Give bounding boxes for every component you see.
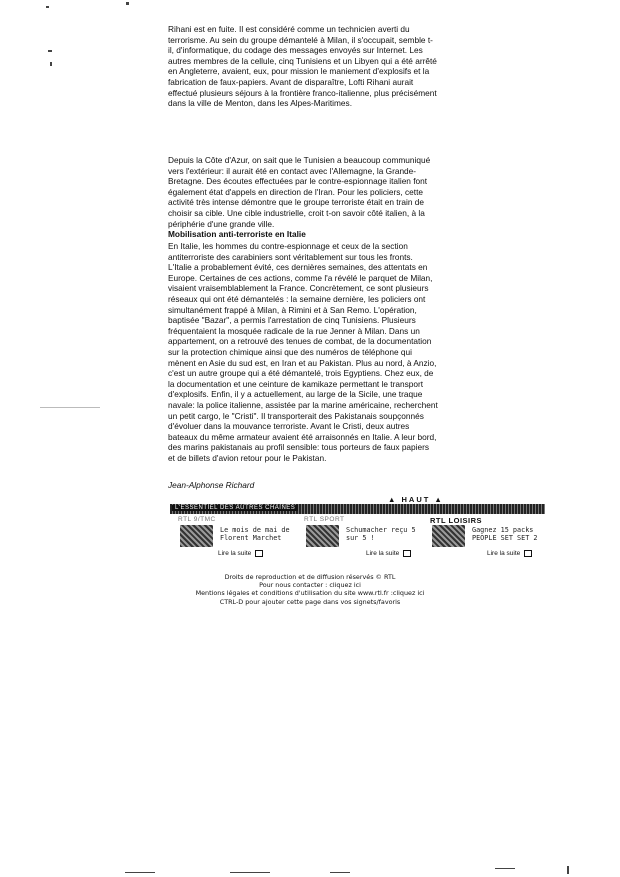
article-paragraph-1: Rihani est en fuite. Il est considéré comme un technicien averti du terrorisme. Au sein du groupe démantelé à Milan, il s'occupait, semble t-il, d'informatique, du codage des messages envoyés sur Internet. Les autres membres de la cellule, cinq Tunisiens et un Libyen qui a été arrêté en Angleterre, avaient, eux, pour mission le maniement d'explosifs et la fabrication de faux-papiers. Avant de disparaître, Lofti Rihani aurait effectué plusieurs séjours à la frontière franco-italienne, plus précisément dans la ville de Menton, dans les Alpes-Maritimes. [168, 24, 437, 109]
teaser-category: RTL LOISIRS [430, 516, 483, 525]
arrow-box-icon [403, 550, 411, 557]
read-more-link[interactable] [218, 550, 263, 557]
teaser-thumbnail[interactable] [432, 525, 465, 547]
read-more-label[interactable]: Lire la suite [487, 550, 521, 558]
teaser-title[interactable]: Schumacher reçu 5 sur 5 ! [346, 526, 416, 542]
read-more-label[interactable]: Lire la suite [366, 550, 400, 558]
scan-speck [230, 872, 270, 873]
scan-speck [567, 866, 569, 874]
footer-bookmark-hint: CTRL-D pour ajouter cette page dans vos signets/favoris [219, 597, 401, 606]
article-paragraph-2: Depuis la Côte d'Azur, on sait que le Tunisien a beaucoup communiqué vers l'extérieur: il aurait été en contact avec l'Allemagne, la Grande-Bretagne. Des écoutes effectuées par le contre-espionnage italien font également état d'appels en direction de l'Iran. Pour les policiers, cette activité très intense démontre que le groupe terroriste était en train de choisir sa cible. Une cible industrielle, croit t-on savoir côté italien, à la périphérie d'une grande ville. [168, 155, 431, 229]
teaser-title[interactable]: Le mois de mai de Florent Marchet [220, 526, 290, 542]
arrow-box-icon [524, 550, 532, 557]
author-signature: Jean-Alphonse Richard [168, 480, 255, 490]
back-to-top-link[interactable]: ▲ HAUT ▲ [388, 495, 444, 504]
other-channels-banner [170, 504, 545, 514]
teaser-thumbnail[interactable] [180, 525, 213, 547]
teaser-card-1[interactable] [170, 516, 293, 560]
teaser-card-3[interactable] [422, 516, 545, 560]
page-footer [180, 573, 440, 606]
read-more-link[interactable] [487, 550, 532, 557]
teaser-card-2[interactable] [296, 516, 419, 560]
scan-speck [46, 6, 49, 8]
footer-legal-link[interactable]: Mentions légales et conditions d'utilisation du site www.rtl.fr :cliquez ici [195, 589, 425, 598]
scan-speck [48, 50, 52, 52]
teaser-thumbnail[interactable] [306, 525, 339, 547]
teaser-title[interactable]: Gagnez 15 packs PEOPLE SET SET 2 [472, 526, 538, 542]
scan-speck [125, 872, 155, 873]
teaser-category: RTL 9/TMC [178, 516, 216, 523]
scan-speck [330, 872, 350, 873]
banner-label: L'ESSENTIEL DES AUTRES CHAINES [172, 505, 298, 511]
scan-speck [126, 2, 129, 5]
scan-speck [495, 868, 515, 869]
article-paragraph-3: En Italie, les hommes du contre-espionnage et ceux de la section antiterroriste des carabiniers sont véritablement sur tous les fronts. L'Italie a probablement évité, ces dernières semaines, des attentats en Europe. Certaines de ces actions, comme l'a révélé le parquet de Milan, visaient vraisemblablement la France. Concrètement, ce sont plusieurs réseaux qui ont été démantelés : la semaine dernière, les policiers ont simultanément frappé à Milan, à Rimini et à San Remo. L'opération, baptisée "Bazar", a permis l'arrestation de cinq Tunisiens. Plusieurs fréquentaient la mosquée radicale de la rue Jenner à Milan. Dans un appartement, on a retrouvé des tenues de combat, de la documentation sur la protection chimique ainsi que des numéros de téléphone qui mènent en Asie du sud est, en Iran et au Pakistan. Plus au nord, à Anzio, c'est un autre groupe qui a été démantelé, trois Egyptiens. Chez eux, de la documentation et une ceinture de kamikaze permettant le transport d'explosifs. Enfin, il y a actuellement, au large de la Sicile, une traque navale: la police italienne, assistée par la marine américaine, recherchent un petit cargo, le "Cristi". Il transporterait des Pakistanais soupçonnés d'évoluer dans la mouvance terroriste. Avant le Cristi, deux autres bateaux du même armateur avaient été arraisonnés en Italie. A leur bord, des marins pakistanais au profil sensible: tous porteurs de faux papiers et de billets d'avion retour pour le Pakistan. [168, 241, 438, 463]
read-more-link[interactable] [366, 550, 411, 557]
arrow-box-icon [255, 550, 263, 557]
footer-contact-link[interactable]: Pour nous contacter : cliquez ici [259, 581, 361, 590]
footer-copyright: Droits de reproduction et de diffusion réservés © RTL [224, 573, 396, 581]
scan-speck [40, 407, 100, 408]
teaser-category: RTL SPORT [304, 516, 345, 523]
read-more-label[interactable]: Lire la suite [218, 550, 252, 558]
scan-speck [50, 62, 52, 66]
section-heading: Mobilisation anti-terroriste en Italie [168, 229, 306, 239]
